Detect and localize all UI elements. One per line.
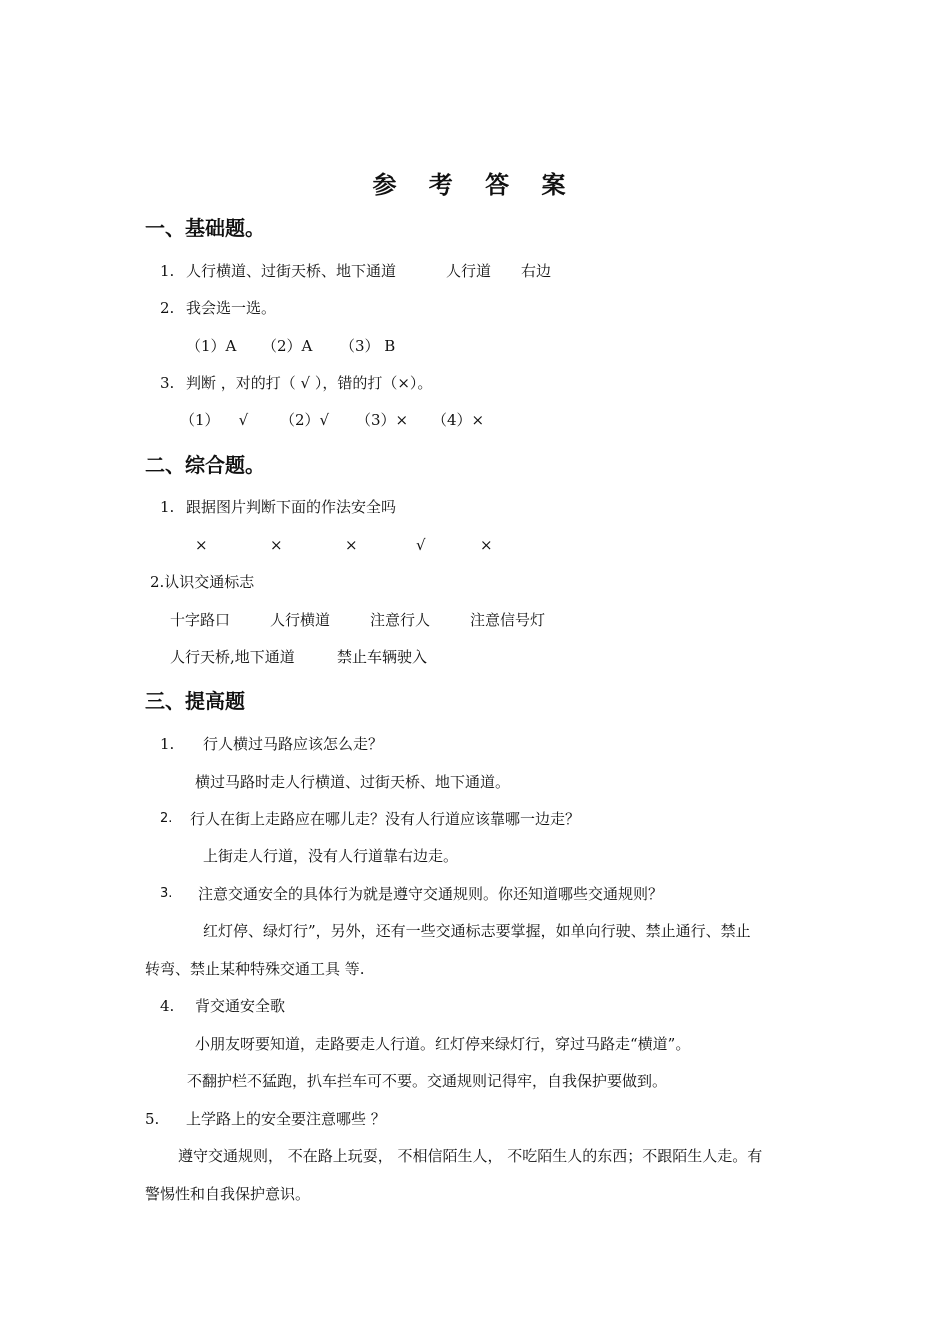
s1-q3-answer-4: （4）× — [432, 411, 485, 429]
s1-q3-answer-2: （2）√ — [280, 411, 330, 429]
s2-q1-mark-3: × — [345, 536, 358, 554]
s2-q1-text: 跟据图片判断下面的作法安全吗 — [186, 498, 397, 516]
s1-q2-num: 2. — [160, 299, 175, 317]
s2-q1-mark-5: × — [480, 536, 493, 554]
s3-q3-num: 3. — [160, 886, 173, 901]
s2-q2-sign-2: 人行横道 — [270, 611, 331, 629]
s2-q2-sign-6: 禁止车辆驶入 — [337, 648, 428, 666]
s2-q1-num: 1. — [160, 498, 175, 516]
s1-q1-answer-c: 右边 — [521, 262, 552, 280]
s2-q2-sign-1: 十字路口 — [170, 611, 231, 629]
s3-q1-num: 1. — [160, 735, 175, 753]
s3-q5-question: 上学路上的安全要注意哪些 ？ — [186, 1110, 386, 1128]
s1-q2-answer-3: （3） B — [340, 337, 396, 355]
s1-q1-answer-a: 人行横道、过街天桥、地下通道 — [186, 262, 397, 280]
s3-q5-answer-line-2: 警惕性和自我保护意识。 — [145, 1185, 311, 1203]
s3-q5-answer-line-1: 遵守交通规则， 不在路上玩耍， 不相信陌生人， 不吃陌生人的东西；不跟陌生人走。有 — [178, 1147, 763, 1165]
s3-q4-question: 背交通安全歌 — [195, 997, 286, 1015]
section-heading-advanced: 三、提高题 — [145, 689, 245, 713]
s3-q2-question: 行人在街上走路应在哪儿走？没有人行道应该靠哪一边走？ — [190, 810, 581, 828]
s1-q3-answer-1: （1） √ — [180, 411, 249, 429]
s2-q1-mark-4: √ — [416, 536, 426, 554]
s3-q3-question: 注意交通安全的具体行为就是遵守交通规则。你还知道哪些交通规则？ — [198, 885, 664, 903]
s3-q1-question: 行人横过马路应该怎么走？ — [203, 735, 384, 753]
s3-q2-num: 2. — [160, 811, 173, 826]
s2-q1-mark-1: × — [195, 536, 208, 554]
page-title: 参 考 答 案 — [372, 171, 578, 199]
s1-q3-num: 3. — [160, 374, 175, 392]
s1-q3-answer-3: （3）× — [356, 411, 409, 429]
s3-q3-answer-line-2: 转弯、禁止某种特殊交通工具 等. — [145, 960, 365, 978]
s3-q4-song-line-1: 小朋友呀要知道，走路要走人行道。红灯停来绿灯行，穿过马路走“横道”。 — [195, 1035, 691, 1053]
section-heading-comprehensive: 二、综合题。 — [145, 453, 265, 477]
s3-q3-answer-line-1: 红灯停、绿灯行”，另外，还有一些交通标志要掌握，如单向行驶、禁止通行、禁止 — [203, 922, 751, 940]
s3-q1-answer: 横过马路时走人行横道、过街天桥、地下通道。 — [195, 773, 511, 791]
s2-q2-sign-3: 注意行人 — [370, 611, 431, 629]
section-heading-basic: 一、基础题。 — [145, 216, 265, 240]
s3-q5-num: 5. — [145, 1110, 160, 1128]
s1-q1-answer-b: 人行道 — [446, 262, 492, 280]
s2-q2-sign-5: 人行天桥,地下通道 — [170, 648, 295, 666]
s2-q1-mark-2: × — [270, 536, 283, 554]
s1-q3-text: 判断 ，对的打（ √ ），错的打（×）。 — [186, 374, 433, 392]
s3-q4-song-line-2: 不翻护栏不猛跑，扒车拦车可不要。交通规则记得牢，自我保护要做到。 — [187, 1072, 668, 1090]
s2-q2-text: 2.认识交通标志 — [150, 573, 255, 591]
s1-q2-answer-1: （1）A — [186, 337, 237, 355]
s1-q2-text: 我会选一选。 — [186, 299, 277, 317]
s1-q2-answer-2: （2）A — [262, 337, 313, 355]
s2-q2-sign-4: 注意信号灯 — [470, 611, 546, 629]
s3-q2-answer: 上街走人行道，没有人行道靠右边走。 — [203, 847, 459, 865]
s3-q4-num: 4. — [160, 997, 175, 1015]
s1-q1-num: 1. — [160, 262, 175, 280]
